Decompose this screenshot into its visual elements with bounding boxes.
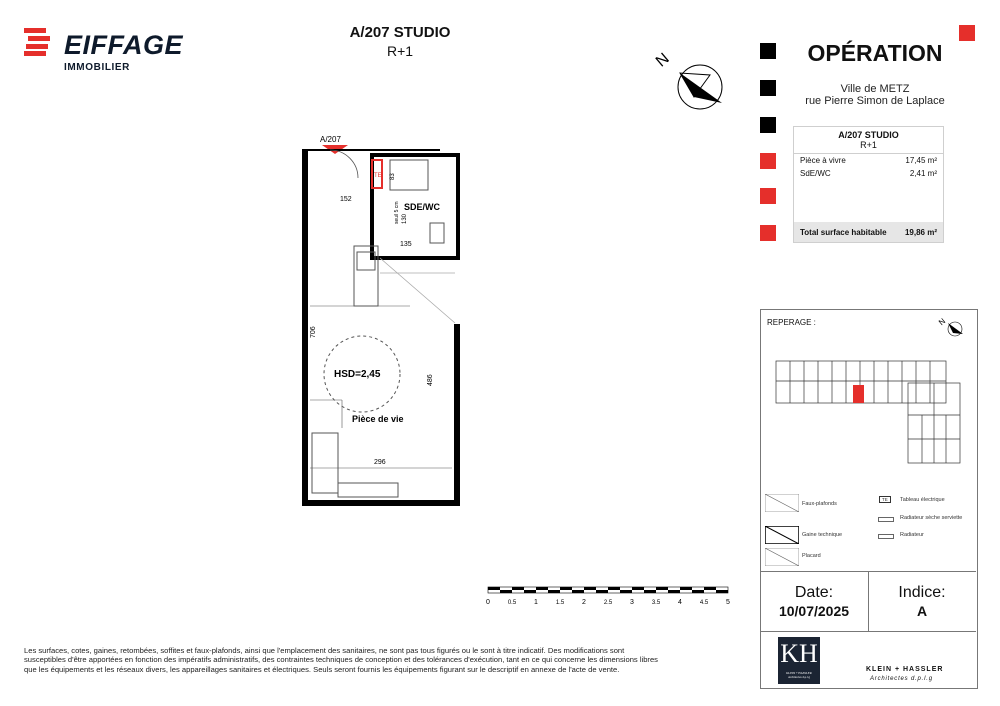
marker-square [760,225,776,241]
scale-label: 1.5 [555,600,565,606]
dim-152: 152 [340,196,352,203]
legend-faux-plafonds: Faux-plafonds [802,501,837,507]
marker-square [959,25,975,41]
summary-row-value: 2,41 m² [909,169,937,178]
summary-level: R+1 [794,140,943,154]
scale-label: 2.5 [603,600,613,606]
scale-label: 0.5 [507,600,517,606]
marker-square [760,117,776,133]
summary-row [794,167,943,180]
mini-north-icon [936,312,966,338]
legend-faux-plafonds-icon [765,494,799,512]
floor-plan [290,128,480,520]
scale-label: 5 [726,599,730,606]
dim-706: 706 [310,326,317,338]
summary-total-label: Total surface habitable [800,227,887,237]
legend-radiateur-icon [878,534,894,539]
marker-square [760,188,776,204]
scale-label: 4.5 [699,600,709,606]
reperage-label: REPERAGE : [767,318,816,327]
marker-square [760,43,776,59]
operation-street: rue Pierre Simon de Laplace [805,95,945,107]
legend-te-symbol: TE [879,496,891,503]
legend-radiateur: Radiateur [900,532,924,538]
dim-83: 83 [390,173,396,180]
scale-label: 0 [486,599,490,606]
marker-square [760,153,776,169]
operation-address [770,83,980,107]
door-swing [330,150,358,178]
monogram-sub2: Architectes d.p.l.g [788,675,810,679]
reperage-plan [772,355,968,467]
north-letter: N [652,50,673,71]
legend-gaine-icon [765,526,799,544]
operation-title: OPÉRATION [807,40,943,66]
legend-radiateur-seche: Radiateur sèche serviette [900,515,963,521]
reperage-highlight [853,385,864,403]
monogram-sub: KLEIN + HASSLER [786,671,812,675]
scale-bar [482,585,737,610]
eiffage-logo-icon [24,28,54,56]
legend-radiateur-seche-icon [878,517,894,522]
plan-title: A/207 STUDIO [349,24,451,41]
window-frame [338,483,398,497]
kitchen-unit [354,246,378,306]
summary-row [794,154,943,167]
dim-130: 130 [402,213,408,224]
washbasin-icon [430,223,444,243]
vie-label: Pièce de vie [352,414,404,424]
date-value: 10/07/2025 [778,603,850,619]
dim-135: 135 [400,241,412,248]
legend-placard-icon [765,548,799,566]
scale-label: 3 [630,599,634,606]
legend-gaine: Gaine technique [802,532,843,538]
date-box [760,571,869,632]
plan-level: R+1 [386,43,414,59]
monogram-letters: KH [780,639,818,668]
wardrobe [312,433,338,493]
scale-label: 2 [582,599,586,606]
summary-row-value: 17,45 m² [905,156,937,165]
date-label: Date: [794,584,834,601]
surface-summary [793,126,944,243]
architect-sub: Architectes d.p.l.g [870,676,933,682]
scale-label: 1 [534,599,538,606]
hsd-label: HSD=2,45 [334,369,381,380]
scale-label: 4 [678,599,682,606]
summary-title: A/207 STUDIO [838,130,899,140]
architect-monogram-icon [778,637,820,684]
indice-box [868,571,976,632]
legend-placard: Placard [802,553,821,559]
te-label: TE [374,173,382,179]
outer-wall-right [454,324,460,506]
dim-486: 486 [427,374,434,386]
operation-city: Ville de METZ [840,83,910,95]
summary-row-label: SdE/WC [800,169,831,178]
seuil-label: seuil 5 cm [394,201,400,224]
summary-row-label: Pièce à vivre [800,156,846,165]
outer-wall-left [302,150,308,506]
summary-total-value: 19,86 m² [904,227,937,237]
north-arrow-icon [650,45,730,115]
sde-label: SDE/WC [404,202,440,212]
legend-tableau: Tableau électrique [900,497,945,503]
brand-sub: IMMOBILIER [64,62,130,73]
architect-name: KLEIN + HASSLER [866,666,944,673]
indice-label: Indice: [898,584,946,601]
scale-label: 3.5 [651,600,661,606]
dim-296: 296 [374,459,386,466]
summary-total [794,222,943,242]
brand-name: EIFFAGE [64,30,184,60]
disclaimer: Les surfaces, cotes, gaines, retombées, soffites et faux-plafonds, ainsi que l'emplacement des sanitaires, ne sont pas tous figurés ou le sont à titre indicatif. Des modifications sont susceptibles d'être apportées en fonction des impératifs administratifs, des contraintes techniques de conception et des tolérances d'exécution, tant en ce qui concerne les dimensions libres que les équipements et les réseaux divers, les appareillages sanitaires et électriques. Seuls seront fournis les équipements figurant sur le descriptif en annexe de l'acte de vente. [24,646,658,674]
mini-north-letter: N [937,316,948,328]
outer-wall-bottom [302,500,460,506]
indice-value: A [916,603,928,619]
door-label: A/207 [320,135,341,144]
